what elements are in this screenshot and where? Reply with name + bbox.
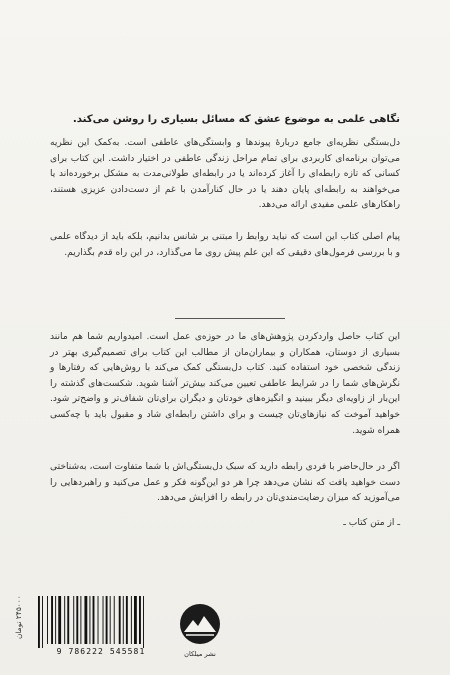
paragraph-intro: دل‌بستگی نظریه‌ای جامع دربارهٔ پیوندها و وابستگی‌های عاطفی است. به‌کمک این نظریه می‌توان برنامه‌ای کاربردی برای تمام مراحل زندگی عاطفی در اختیار داشت. این کتاب برای کسانی که تازه رابطه‌ای را آغاز کرده‌اند یا در رابطه‌ای طولانی‌مدت به مشکل برخورده‌اند یا می‌خواهند به رابطه‌ای پایان دهند یا در حال کنارآمدن با غم از دست‌دادن عزیزی هستند، راهکارهای علمی مفیدی ارائه می‌دهد. [50, 138, 400, 211]
publisher-logo-icon [178, 596, 222, 652]
barcode-bar [73, 596, 74, 644]
barcode-bar [106, 596, 108, 644]
barcode-bar [103, 596, 104, 644]
barcode-bar [114, 596, 115, 644]
barcode-bar [119, 596, 121, 644]
barcode-bar [67, 596, 69, 644]
paragraph-current-relationship: اگر در حال‌حاضر با فردی رابطه دارید که سبک دل‌بستگی‌اش با شما متفاوت است، به‌شناختی دست خواهید یافت که نشان می‌دهد چرا هر دو این‌گونه فکر و عمل می‌کنید و راهبردهایی را می‌آموزید که میزان رضایت‌مندی‌تان در رابطه را افزایش می‌دهد. [50, 462, 400, 504]
barcode-bar [55, 596, 56, 644]
barcode-bar [123, 596, 124, 644]
barcode-bar [143, 596, 144, 648]
barcode-bar [126, 596, 128, 644]
barcode-bar [84, 596, 87, 644]
barcode-bar [134, 596, 137, 644]
barcode-bar [80, 596, 81, 644]
publisher-name: نشر میلکان [184, 650, 216, 658]
source-note: ـ از متن کتاب ـ [343, 518, 400, 528]
barcode-bar [139, 596, 141, 644]
barcode-bar [110, 596, 111, 644]
barcode-icon [36, 596, 166, 648]
barcode-bar [51, 596, 53, 644]
barcode-bar [58, 596, 61, 644]
isbn-digits: 9 786222 545581 [56, 647, 146, 656]
paragraph-research: این کتاب حاصل واردکردن پژوهش‌های ما در حوزه‌ی عمل است. امیدواریم شما هم مانند بسیاری از دوستان، همکاران و بیماران‌مان از مطالب این کتاب برای تصمیم‌گیری بهتر در زندگی شخصی خود استفاده کنید. کتاب دل‌بستگی کمک می‌کند با روش‌هایی که رفتارها و نگرش‌های شما را در شرایط عاطفی تعیین می‌کند بیش‌تر آشنا شوید. شکست‌های گذشته را این‌بار از زاویه‌ای دیگر ببینید و انگیزه‌های خودتان و دیگران برای‌تان شفاف‌تر و واضح‌تر شود. خواهید آموخت که نیازهای‌تان چیست و برای داشتن رابطه‌ای شاد و مقبول باید با چه‌کسی همراه شوید. [50, 332, 400, 436]
barcode-bar [76, 596, 78, 644]
barcode-bar [38, 596, 40, 648]
barcode-bar [64, 596, 65, 644]
barcode-bar [89, 596, 90, 644]
barcode-bar [47, 596, 48, 644]
barcode-bar [42, 596, 43, 648]
barcode-bar [131, 596, 132, 644]
barcode-bar [98, 596, 99, 644]
paragraph-main-message: پیام اصلی کتاب این است که نباید روابط را مبتنی بر شانس بدانیم، بلکه باید از دیدگاه علمی و با بررسی فرمول‌های دقیقی که این علم پیش روی ما می‌گذارد، در این راه قدم بگذاریم. [50, 232, 400, 258]
barcode-bar [93, 596, 95, 644]
cover-heading: نگاهی علمی به موضوع عشق که مسائل بسیاری را روشن می‌کند. [72, 114, 400, 125]
price-label: ۲۴۵۰۰۰ تومان [14, 595, 23, 639]
section-divider [175, 318, 285, 319]
